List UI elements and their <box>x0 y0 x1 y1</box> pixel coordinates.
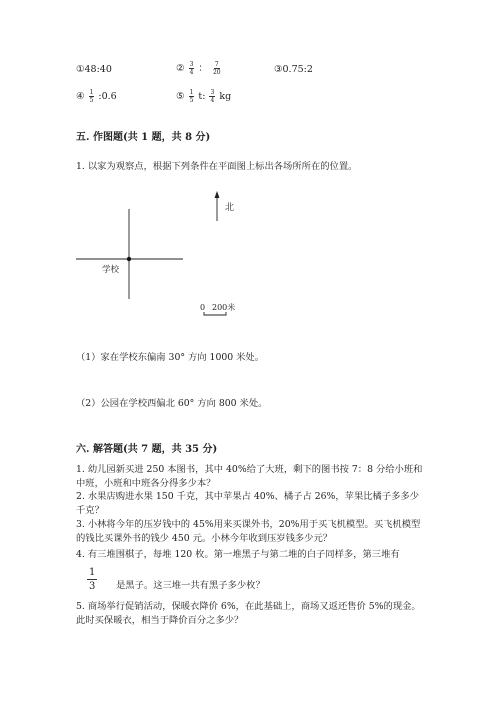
ratio-item-5-mid: t: <box>198 91 206 102</box>
fraction-numerator: 1 <box>189 89 194 96</box>
condition-2: （2）公园在学校西偏北 60° 方向 800 米处。 <box>76 398 268 409</box>
fraction-denominator: 20 <box>212 69 221 76</box>
scale-length-label: 200米 <box>212 303 236 312</box>
fraction-numerator: 7 <box>214 61 219 68</box>
question-4: 4. 有三堆围棋子，每堆 120 枚。第一堆黑子与第二堆的白子同样多，第三堆有 <box>76 549 400 560</box>
section-5-question-1: 1. 以家为观察点，根据下列条件在平面图上标出各场所所在的位置。 <box>76 161 358 172</box>
section-6-heading: 六. 解答题(共 7 题，共 35 分) <box>76 444 218 455</box>
scale-zero-label: 0 <box>200 303 206 312</box>
condition-1: （1）家在学校东偏南 30° 方向 1000 米处。 <box>76 352 265 363</box>
question-4-continued: 是黑子。这三堆一共有黑子多少枚？ <box>116 580 265 591</box>
ratio-item-4-suffix: :0.6 <box>98 91 117 102</box>
question-3: 3. 小林将今年的压岁钱中的 45%用来买课外书，20%用于买飞机模型。买飞机模型的钱比买课外书的钱少 450 元。小林今年收到压岁钱多少元？ <box>76 519 421 544</box>
ratio-item-2-prefix: ② <box>176 63 185 74</box>
fraction-denominator: 4 <box>210 97 215 104</box>
school-point <box>127 257 131 261</box>
fraction-numerator: 1 <box>89 567 96 578</box>
question-5: 5. 商场举行促销活动，保暖衣降价 6%，在此基础上，商场又返还售价 5%的现金。此时买保暖衣，相当于降价百分之多少？ <box>76 601 421 626</box>
ratio-item-5-prefix: ⑤ <box>176 91 185 102</box>
north-arrow-head-icon <box>215 191 220 198</box>
question-2: 2. 水果店购进水果 150 千克，其中苹果占 40%、橘子占 26%，苹果比橘子多多少千克？ <box>76 491 420 516</box>
school-label: 学校 <box>102 265 120 275</box>
ratio-separator: ： <box>198 63 208 74</box>
ratio-item-4-prefix: ④ <box>76 91 85 102</box>
fraction-denominator: 4 <box>189 69 194 76</box>
ratio-item-1: ①48:40 <box>76 64 112 75</box>
question-1: 1. 幼儿园新买进 250 本图书，其中 40%给了大班，剩下的图书按 7：8 分给小班和中班，小班和中班各分得多少本？ <box>76 464 423 489</box>
north-label: 北 <box>225 203 235 213</box>
fraction-numerator: 3 <box>210 89 215 96</box>
question-4-fraction <box>87 566 97 593</box>
ratio-item-5-unit: kg <box>219 91 232 102</box>
fraction-denominator: 5 <box>189 97 194 104</box>
ratio-item-3: ③0.75:2 <box>274 64 313 75</box>
fraction-numerator: 1 <box>89 89 94 96</box>
fraction-numerator: 3 <box>189 61 194 68</box>
fraction-denominator: 3 <box>89 581 96 592</box>
section-5-heading: 五. 作图题(共 1 题，共 8 分) <box>76 132 211 143</box>
fraction-denominator: 5 <box>89 97 94 104</box>
